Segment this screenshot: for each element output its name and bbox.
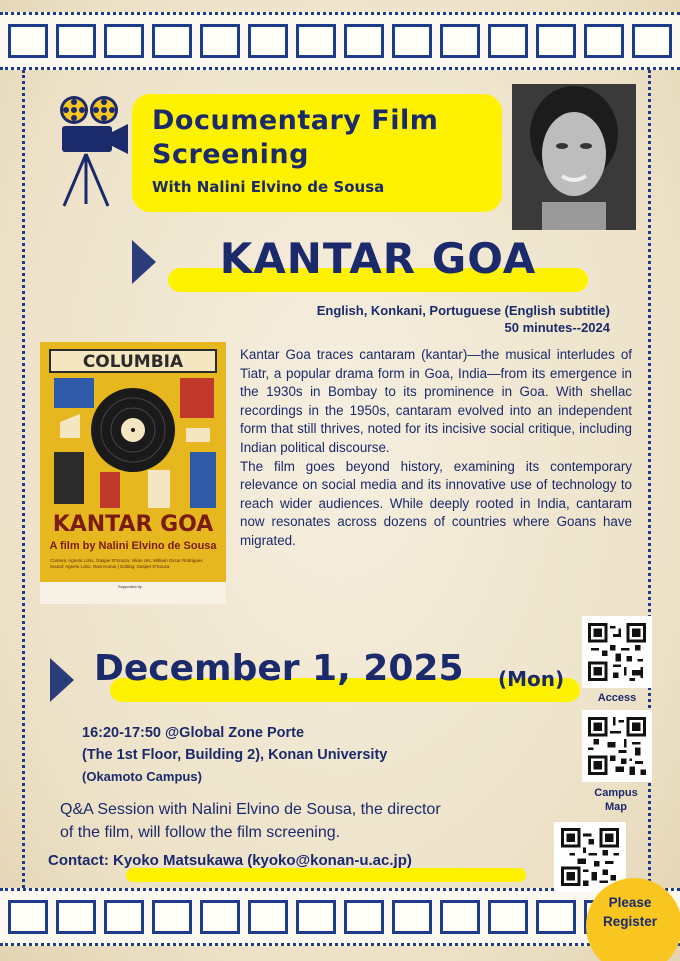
poster-label: COLUMBIA (82, 352, 184, 372)
film-languages: English, Konkani, Portuguese (English subtitle) (316, 303, 610, 318)
description-paragraph-2: The film goes beyond history, examining its contemporary relevance on social media and its innovative use of technology to reach wider audiences. While deeply rooted in India, cantaram now resonates across dozens of countries where Goans have migrated. (240, 458, 632, 548)
contact-info[interactable]: Contact: Kyoko Matsukawa (kyoko@konan-u.ac.jp) (48, 852, 412, 869)
film-info (317, 302, 610, 336)
event-building: (The 1st Floor, Building 2), Konan University (82, 747, 388, 763)
poster-sponsors: Supported by (40, 582, 226, 604)
film-name: KANTAR GOA (219, 234, 537, 283)
title-with-director: With Nalini Elvino de Sousa (152, 178, 385, 196)
register-badge[interactable] (586, 878, 680, 961)
qa-line-2: of the film, will follow the film screening. (60, 824, 341, 841)
event-venue (82, 722, 387, 788)
director-portrait (512, 84, 636, 230)
film-strip-top (0, 12, 680, 70)
arrow-triangle-icon (132, 240, 156, 284)
contact-highlight (126, 868, 526, 882)
qa-note (60, 798, 441, 844)
movie-camera-icon (52, 92, 134, 212)
poster-artwork (40, 342, 226, 512)
register-line-1: Please (608, 895, 652, 910)
access-qr-label: Access (597, 692, 637, 704)
description-paragraph-1: Kantar Goa traces cantaram (kantar)—the musical interludes of Tiatr, a popular drama form in Goa, India—from its emergence in the 1930s in Bombay to its prominence in Goa. With shellac recordings in the 1950s, cantaram evolved into an independent form that still thrives, noted for its incisive social critique, including Indian political discourse. (240, 347, 632, 455)
campus-map-qr-label: Campus Map (594, 787, 638, 813)
title-box (132, 94, 502, 212)
campus-map-qr-code[interactable] (582, 710, 652, 782)
film-strip-bottom (0, 888, 680, 946)
event-date: December 1, 2025 (94, 648, 464, 689)
qa-line-1: Q&A Session with Nalini Elvino de Sousa, the director (60, 801, 441, 818)
film-poster (40, 342, 226, 604)
poster-credits: Camera: Agnelo Lobo, Gasper D'Souza, Vikas Urs, William Oscar Rodrigues Sound: Agnelo Lobo, Ravi Kumar | Editing: Gasper D'Souza (50, 558, 203, 569)
dotted-border-left (22, 70, 25, 888)
event-time-place: 16:20-17:50 @Global Zone Porte (82, 725, 305, 741)
poster-title: KANTAR GOA (52, 512, 214, 537)
title-line-2: Screening (152, 139, 309, 170)
access-qr-code[interactable] (582, 616, 652, 688)
title-line-1: Documentary Film (152, 105, 439, 136)
film-runtime: 50 minutes--2024 (504, 320, 610, 335)
event-day: (Mon) (498, 667, 565, 691)
poster-subtitle: A film by Nalini Elvino de Sousa (49, 540, 217, 552)
arrow-triangle-icon (50, 658, 74, 702)
event-campus: (Okamoto Campus) (82, 769, 202, 784)
register-line-2: Register (602, 914, 658, 929)
film-description (240, 346, 632, 551)
